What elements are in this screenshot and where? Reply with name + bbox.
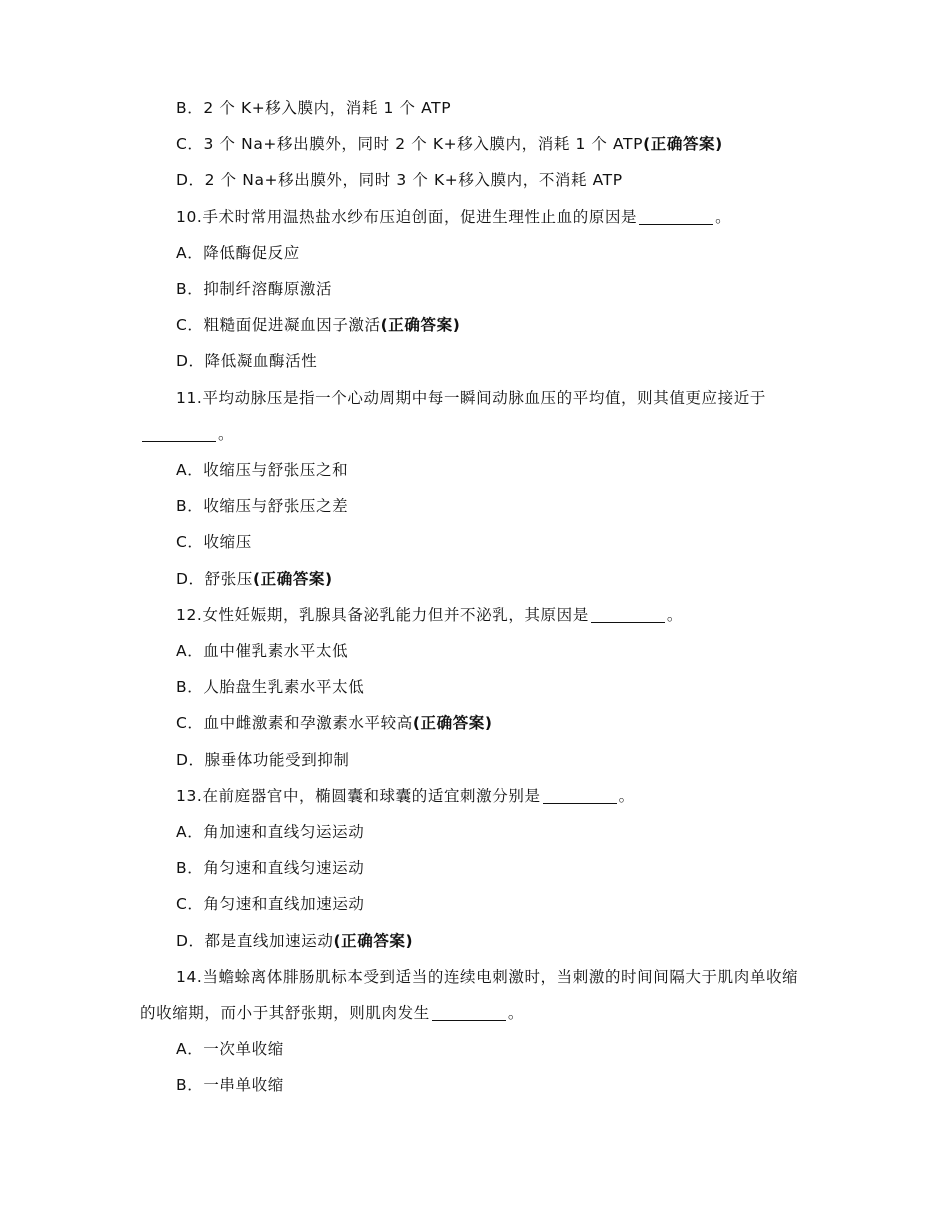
question-stem	[140, 959, 802, 1031]
question-text: 14.当蟾蜍离体腓肠肌标本受到适当的连续电刺激时，当刺激的时间间隔大于肌肉单收缩的收缩期，而小于其舒张期，则肌肉发生	[140, 967, 799, 1023]
answer-option	[140, 561, 802, 597]
option-text: B．收缩压与舒张压之差	[176, 497, 349, 516]
answer-option	[140, 1031, 802, 1067]
option-text: C．粗糙面促进凝血因子激活	[176, 316, 381, 335]
answer-option	[140, 923, 802, 959]
answer-option	[140, 1067, 802, 1103]
answer-option	[140, 633, 802, 669]
answer-option	[140, 126, 802, 162]
correct-answer-mark: (正确答案)	[643, 135, 723, 154]
option-text: D．降低凝血酶活性	[176, 352, 318, 371]
question-tail: 。	[618, 786, 635, 805]
answer-option	[140, 524, 802, 560]
answer-option	[140, 162, 802, 198]
option-text: B．2 个 K+移入膜内，消耗 1 个 ATP	[176, 99, 452, 117]
option-text: C．角匀速和直线加速运动	[176, 895, 365, 914]
question-stem	[140, 199, 802, 235]
answer-blank	[142, 425, 216, 442]
question-text: 12.女性妊娠期，乳腺具备泌乳能力但并不泌乳，其原因是	[176, 605, 589, 624]
option-text: B．人胎盘生乳素水平太低	[176, 678, 365, 697]
correct-answer-mark: (正确答案)	[252, 569, 333, 588]
answer-option	[140, 235, 802, 271]
option-text: D．都是直线加速运动	[176, 931, 334, 950]
option-text: A．收缩压与舒张压之和	[176, 461, 349, 480]
option-text: B．角匀速和直线匀速运动	[176, 859, 365, 878]
option-text: A．一次单收缩	[176, 1040, 284, 1059]
question-stem	[140, 380, 802, 452]
option-text: C．收缩压	[176, 533, 252, 552]
question-text: 10.手术时常用温热盐水纱布压迫创面，促进生理性止血的原因是	[176, 207, 638, 226]
answer-blank	[543, 787, 617, 804]
question-tail: 。	[507, 1004, 524, 1023]
answer-option	[140, 343, 802, 379]
question-stem	[140, 778, 802, 814]
option-text: A．角加速和直线匀运运动	[176, 823, 365, 842]
option-text: B．抑制纤溶酶原激活	[176, 280, 333, 299]
option-text: A．血中催乳素水平太低	[176, 642, 349, 661]
answer-option	[140, 850, 802, 886]
question-tail: 。	[666, 605, 683, 624]
option-text: D．2 个 Na+移出膜外，同时 3 个 K+移入膜内，不消耗 ATP	[176, 171, 623, 190]
option-text: C．血中雌激素和孕激素水平较高	[176, 714, 413, 733]
question-tail: 。	[218, 424, 235, 443]
question-tail: 。	[715, 207, 732, 226]
option-text: D．舒张压	[176, 569, 253, 588]
answer-blank	[639, 208, 713, 225]
answer-option	[140, 669, 802, 705]
answer-option	[140, 307, 802, 343]
answer-option	[140, 271, 802, 307]
question-text: 11.平均动脉压是指一个心动周期中每一瞬间动脉血压的平均值，则其值更应接近于	[176, 388, 766, 407]
correct-answer-mark: (正确答案)	[380, 316, 461, 335]
option-text: B．一串单收缩	[176, 1076, 284, 1095]
answer-option	[140, 742, 802, 778]
option-text: C．3 个 Na+移出膜外，同时 2 个 K+移入膜内，消耗 1 个 ATP	[176, 135, 644, 154]
answer-option	[140, 90, 802, 126]
question-stem	[140, 597, 802, 633]
option-text: D．腺垂体功能受到抑制	[176, 750, 350, 769]
answer-option	[140, 488, 802, 524]
question-text: 13.在前庭器官中，椭圆囊和球囊的适宜刺激分别是	[176, 786, 541, 805]
correct-answer-mark: (正确答案)	[333, 931, 414, 950]
correct-answer-mark: (正确答案)	[412, 714, 493, 733]
answer-blank	[591, 606, 665, 623]
answer-option	[140, 814, 802, 850]
option-text: A．降低酶促反应	[176, 243, 300, 262]
answer-option	[140, 705, 802, 741]
answer-blank	[432, 1004, 506, 1021]
answer-option	[140, 452, 802, 488]
answer-option	[140, 886, 802, 922]
